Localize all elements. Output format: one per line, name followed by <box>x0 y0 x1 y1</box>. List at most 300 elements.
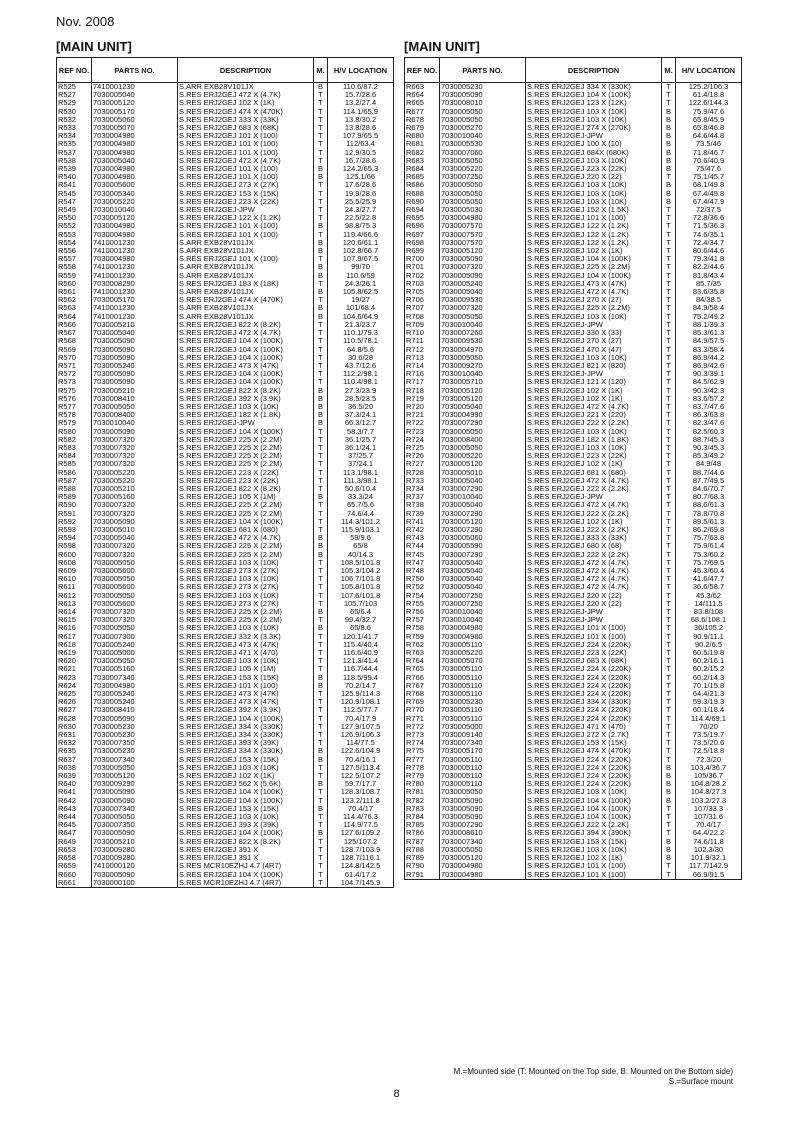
ref-no-cell: R708 <box>405 313 440 321</box>
hv-location-cell: 71.5/36.3 <box>676 222 742 230</box>
ref-no-cell: R563 <box>57 304 92 312</box>
part-description: ERJ2GEJ 225 X (2.2M) <box>551 263 630 272</box>
parts-no-cell: 7030005060 <box>440 534 526 542</box>
part-description: ERJ2GEJ 473 X (47K) <box>203 690 279 699</box>
parts-no-cell: 7030007320 <box>92 608 178 616</box>
hv-location-cell: 123.2/111.8 <box>328 797 394 805</box>
parts-no-cell: 7030005040 <box>440 559 526 567</box>
parts-no-cell: 7410000120 <box>92 862 178 870</box>
hv-location-cell: 16.7/28.6 <box>328 157 394 165</box>
table-row <box>57 313 394 321</box>
part-description: ERJ2GEJ 105 X (1M) <box>203 493 276 502</box>
part-description: ERJ2GEJ 102 X (1K) <box>203 772 275 781</box>
table-row <box>405 846 742 854</box>
hv-location-cell: 128.7/103.9 <box>328 846 394 854</box>
mounted-side-cell: B <box>314 288 328 296</box>
hv-location-cell: 60.2/15.2 <box>676 665 742 673</box>
mounted-side-cell: T <box>314 813 328 821</box>
table-row <box>405 657 742 665</box>
hv-location-cell: 82.5/60.3 <box>676 428 742 436</box>
description-cell <box>526 132 662 140</box>
parts-no-cell: 7030005040 <box>92 534 178 542</box>
parts-no-cell: 7030007290 <box>440 510 526 518</box>
header-ref-no: REF NO. <box>57 58 92 83</box>
description-cell <box>178 288 314 296</box>
mounted-side-cell: B <box>662 157 676 165</box>
description-cell <box>178 313 314 321</box>
table-row <box>405 460 742 468</box>
mounted-side-cell: T <box>662 698 676 706</box>
part-description: ERJ2GEJ 224 X (220K) <box>551 690 631 699</box>
hv-location-cell: 21.3/23.7 <box>328 321 394 329</box>
mounted-side-cell: T <box>662 460 676 468</box>
parts-no-cell: 7030005050 <box>440 428 526 436</box>
component-type: S.RES <box>179 690 202 699</box>
part-description: ERJ2GEJ 471 X (470) <box>203 649 278 658</box>
ref-no-cell: R610 <box>57 575 92 583</box>
parts-table <box>56 57 394 888</box>
ref-no-cell: R611 <box>57 583 92 591</box>
mounted-side-cell: T <box>662 739 676 747</box>
ref-no-cell: R705 <box>405 288 440 296</box>
component-type: S.RES <box>527 271 550 280</box>
component-type: S.RES <box>527 854 550 863</box>
hv-location-cell: 88.7/44.6 <box>676 469 742 477</box>
table-row <box>405 165 742 173</box>
part-description: ERJ2GEJ 222 X (2.2K) <box>551 419 629 428</box>
component-type: S.RES <box>179 722 202 731</box>
component-type: S.RES <box>179 763 202 772</box>
part-description: ERJ2GEJ 272 X (2.7K) <box>551 731 629 740</box>
description-cell <box>178 665 314 673</box>
hv-location-cell: 103.2/27.3 <box>676 797 742 805</box>
table-row <box>57 838 394 846</box>
component-type: S.RES <box>527 558 550 567</box>
hv-location-cell: 125/107.2 <box>328 838 394 846</box>
part-description: ERJ2GEJ 103 X (10K) <box>551 189 627 198</box>
part-description: ERJ2GEJ 270 X (27) <box>551 296 622 305</box>
component-type: S.RES <box>527 665 550 674</box>
part-description: ERJ2GEJ 222 X (2.2K) <box>551 484 629 493</box>
ref-no-cell: R784 <box>405 813 440 821</box>
description-cell <box>178 608 314 616</box>
table-row <box>405 477 742 485</box>
ref-no-cell: R616 <box>57 624 92 632</box>
mounted-side-cell: T <box>314 132 328 140</box>
part-description: ERJ2GEJ 102 X (1K) <box>203 99 275 108</box>
description-cell <box>526 108 662 116</box>
mounted-side-cell: T <box>662 641 676 649</box>
hv-location-cell: 98.8/75.3 <box>328 222 394 230</box>
parts-no-cell: 7030009530 <box>440 296 526 304</box>
ref-no-cell: R553 <box>57 231 92 239</box>
table-row <box>405 551 742 559</box>
parts-no-cell: 7030008400 <box>440 436 526 444</box>
description-cell <box>526 559 662 567</box>
ref-no-cell: R580 <box>57 428 92 436</box>
ref-no-cell: R767 <box>405 682 440 690</box>
part-description: EXB28V101JX <box>204 304 254 313</box>
part-description: ERJ2GEJ 224 X (220K) <box>551 772 631 781</box>
table-row <box>405 403 742 411</box>
table-row <box>405 723 742 731</box>
table-row <box>405 354 742 362</box>
part-description: ERJ2GEJ 474 X (470K) <box>203 296 283 305</box>
section-title: [MAIN UNIT] <box>56 39 132 54</box>
mounted-side-cell: T <box>662 337 676 345</box>
part-description: ERJ2GEJ 473 X (47K) <box>551 279 627 288</box>
hv-location-cell: 65.7/5.6 <box>328 501 394 509</box>
parts-no-cell: 7030005600 <box>92 567 178 575</box>
description-cell <box>526 239 662 247</box>
hv-location-cell: 113.1/98.1 <box>328 469 394 477</box>
parts-no-cell: 7030010040 <box>440 608 526 616</box>
description-cell <box>526 821 662 829</box>
description-cell <box>178 788 314 796</box>
part-description: ERJ2GEJ 223 X (22K) <box>203 468 279 477</box>
ref-no-cell: R594 <box>57 534 92 542</box>
part-description: ERJ2GEJ 101 X (100) <box>203 230 278 239</box>
description-cell <box>526 797 662 805</box>
description-cell <box>526 747 662 755</box>
part-description: ERJ2GEJ 104 X (100K) <box>551 813 631 822</box>
part-description: ERJ2GEJ 683 X (68K) <box>551 657 627 666</box>
table-row <box>57 239 394 247</box>
hv-location-cell: 25.5/25.9 <box>328 198 394 206</box>
hv-location-cell: 61.4/17.2 <box>328 871 394 879</box>
ref-no-cell: R567 <box>57 329 92 337</box>
mounted-side-cell: T <box>662 813 676 821</box>
ref-no-cell: R559 <box>57 272 92 280</box>
mounted-side-cell: T <box>662 600 676 608</box>
table-row <box>57 198 394 206</box>
ref-no-cell: R710 <box>405 329 440 337</box>
ref-no-cell: R785 <box>405 821 440 829</box>
description-cell <box>526 608 662 616</box>
description-cell <box>178 452 314 460</box>
section-title: [MAIN UNIT] <box>404 39 480 54</box>
parts-no-cell: 7030005090 <box>92 715 178 723</box>
hv-location-cell: 72.3/20 <box>676 756 742 764</box>
ref-no-cell: R589 <box>57 493 92 501</box>
mounted-side-cell: T <box>314 469 328 477</box>
mounted-side-cell: B <box>662 181 676 189</box>
parts-no-cell: 7030005230 <box>92 731 178 739</box>
table-row <box>57 403 394 411</box>
ref-no-cell: R624 <box>57 682 92 690</box>
hv-location-cell: 114.3/101.2 <box>328 518 394 526</box>
part-description: ERJ2GEJ 224 X (220K) <box>551 665 631 674</box>
part-description: ERJ2GEJ 104 X (100K) <box>551 91 631 100</box>
hv-location-cell: 90.9/11.1 <box>676 633 742 641</box>
description-cell <box>178 354 314 362</box>
mounted-side-cell: T <box>662 829 676 837</box>
hv-location-cell: 108.5/101.8 <box>328 559 394 567</box>
description-cell <box>178 657 314 665</box>
mounted-side-cell: B <box>662 838 676 846</box>
component-type: S.RES <box>179 361 202 370</box>
part-description: ERJ2GEJ 101 X (100) <box>203 681 278 690</box>
component-type: S.RES <box>179 673 202 682</box>
description-cell <box>526 567 662 575</box>
part-description: ERJ2GEJ 334 X (330K) <box>551 82 631 91</box>
part-description: ERJ2GEJ 153 X (15K) <box>551 837 627 846</box>
part-description: ERJ2GEJ 222 X (2.2K) <box>551 550 629 559</box>
part-description: ERJ2GEJ 153 X (15K) <box>203 189 279 198</box>
hv-location-cell: 114.4/69.1 <box>676 715 742 723</box>
part-description: ERJ2GEJ 273 X (27K) <box>203 566 279 575</box>
mounted-side-cell: T <box>662 395 676 403</box>
hv-location-cell: 45.3/60.4 <box>676 567 742 575</box>
mounted-side-cell: T <box>662 91 676 99</box>
part-description: ERJ2GEJ 223 X (22K) <box>203 197 279 206</box>
component-type: S.RES <box>527 165 550 174</box>
ref-no-cell: R707 <box>405 304 440 312</box>
part-description: ERJ2GEJ 474 X (470K) <box>551 747 631 756</box>
mounted-side-cell: T <box>314 871 328 879</box>
description-cell <box>178 83 314 92</box>
description-cell <box>526 575 662 583</box>
description-cell <box>526 510 662 518</box>
description-cell <box>178 731 314 739</box>
part-description: ERJ2GEJ 102 X (1K) <box>551 460 623 469</box>
component-type: S.RES <box>527 247 550 256</box>
parts-no-cell: 7030005270 <box>440 124 526 132</box>
parts-no-cell: 7030005000 <box>92 649 178 657</box>
description-cell <box>526 263 662 271</box>
ref-no-cell: R541 <box>57 181 92 189</box>
hv-location-cell: 64.4/22.2 <box>676 829 742 837</box>
component-type: S.RES <box>179 804 202 813</box>
description-cell <box>526 649 662 657</box>
mounted-side-cell: B <box>314 272 328 280</box>
ref-no-cell: R535 <box>57 140 92 148</box>
component-type: S.RES <box>179 476 202 485</box>
hv-location-cell: 86.3/63.8 <box>676 411 742 419</box>
ref-no-cell: R588 <box>57 485 92 493</box>
description-cell <box>178 674 314 682</box>
parts-no-cell: 7030005090 <box>92 428 178 436</box>
part-description: ERJ2GEJ 223 X (22K) <box>551 165 627 174</box>
ref-no-cell: R564 <box>57 313 92 321</box>
hv-location-cell: 83.6/35.8 <box>676 288 742 296</box>
component-type: S.RES <box>179 714 202 723</box>
component-type: S.RES <box>527 279 550 288</box>
component-type: S.RES <box>527 649 550 658</box>
component-type: S.RES <box>527 230 550 239</box>
description-cell <box>526 624 662 632</box>
header-description: DESCRIPTION <box>526 58 662 83</box>
part-description: ERJ2GEJ 334 X (330K) <box>203 722 283 731</box>
parts-no-cell: 7030005050 <box>440 157 526 165</box>
table-row <box>405 378 742 386</box>
parts-no-cell: 7030005050 <box>440 181 526 189</box>
ref-no-cell: R745 <box>405 551 440 559</box>
component-type: S.RES <box>179 394 202 403</box>
parts-no-cell: 7030005220 <box>92 198 178 206</box>
parts-no-cell: 7030007320 <box>92 510 178 518</box>
hv-location-cell: 17.6/28.6 <box>328 181 394 189</box>
description-cell <box>526 460 662 468</box>
mounted-side-cell: T <box>314 764 328 772</box>
part-description: ERJ2GEJ 104 X (100K) <box>203 337 283 346</box>
component-type: S.RES <box>527 493 550 502</box>
parts-no-cell: 7030007260 <box>440 329 526 337</box>
description-cell <box>526 346 662 354</box>
mounted-side-cell: T <box>662 821 676 829</box>
hv-location-cell: 125.9/114.3 <box>328 690 394 698</box>
component-type: S.RES <box>527 550 550 559</box>
part-description: ERJ2GEJ 104 X (100K) <box>203 796 283 805</box>
part-description: ERJ2GEJ 103 X (10K) <box>203 763 279 772</box>
table-row <box>405 83 742 92</box>
part-description: ERJ2GEJ 822 X (8.2K) <box>203 386 281 395</box>
description-cell <box>178 772 314 780</box>
part-description: ERJ2GEJ 183 X (18K) <box>203 279 279 288</box>
component-type: S.RES <box>527 329 550 338</box>
table-row <box>57 280 394 288</box>
description-cell <box>526 723 662 731</box>
description-cell <box>178 846 314 854</box>
mounted-side-cell: T <box>314 370 328 378</box>
part-description: ERJ2GEJ 103 X (10K) <box>203 813 279 822</box>
ref-no-cell: R701 <box>405 263 440 271</box>
hv-location-cell: 70.4/16.1 <box>328 756 394 764</box>
hv-location-cell: 75.9/47.6 <box>676 108 742 116</box>
description-cell <box>178 879 314 888</box>
parts-no-cell: 7030005220 <box>440 452 526 460</box>
table-row <box>405 764 742 772</box>
table-row <box>405 600 742 608</box>
description-cell <box>178 190 314 198</box>
ref-no-cell: R575 <box>57 387 92 395</box>
part-description: EXB28V101JX <box>204 82 254 91</box>
hv-location-cell: 125.2/106.3 <box>676 83 742 92</box>
description-cell <box>526 428 662 436</box>
hv-location-cell: 59.3/19.3 <box>676 698 742 706</box>
hv-location-cell: 72.4/34.7 <box>676 239 742 247</box>
parts-no-cell: 7030005090 <box>92 354 178 362</box>
component-type: S.RES <box>179 140 202 149</box>
hv-location-cell: 13.8/30.2 <box>328 116 394 124</box>
ref-no-cell: R690 <box>405 198 440 206</box>
hv-location-cell: 61.4/18.8 <box>676 91 742 99</box>
table-row <box>57 231 394 239</box>
component-type: S.RES <box>527 763 550 772</box>
hv-location-cell: 64.8/5.6 <box>328 346 394 354</box>
hv-location-cell: 114.9/77.5 <box>328 821 394 829</box>
hv-location-cell: 28.5/23.5 <box>328 395 394 403</box>
parts-no-cell: 7030007320 <box>92 460 178 468</box>
description-cell <box>526 91 662 99</box>
component-type: S.RES <box>179 189 202 198</box>
component-type: S.RES <box>179 591 202 600</box>
description-cell <box>526 395 662 403</box>
component-type: S.RES <box>179 402 202 411</box>
legend-surface-mount: S.=Surface mount <box>668 1077 733 1086</box>
description-cell <box>178 633 314 641</box>
mounted-side-cell: B <box>314 542 328 550</box>
ref-no-cell: R716 <box>405 370 440 378</box>
mounted-side-cell: T <box>314 362 328 370</box>
description-cell <box>178 821 314 829</box>
ref-no-cell: R529 <box>57 99 92 107</box>
table-row <box>57 444 394 452</box>
component-type: S.RES <box>527 813 550 822</box>
part-description: ERJ2GEJ 683 X (68K) <box>203 124 279 133</box>
parts-no-cell: 7030005240 <box>92 698 178 706</box>
hv-location-cell: 127.9/107.5 <box>328 723 394 731</box>
description-cell <box>178 797 314 805</box>
mounted-side-cell: T <box>314 181 328 189</box>
parts-no-cell: 7030005120 <box>92 772 178 780</box>
component-type: S.RES <box>527 320 550 329</box>
ref-no-cell: R770 <box>405 706 440 714</box>
table-row <box>57 124 394 132</box>
ref-no-cell: R681 <box>405 140 440 148</box>
hv-location-cell: 73.5/19.7 <box>676 731 742 739</box>
component-type: S.RES <box>179 632 202 641</box>
legend-mounted-side: M.=Mounted side (T: Mounted on the Top side, B: Mounted on the Bottom side) <box>453 1067 733 1076</box>
component-type: S.RES <box>179 649 202 658</box>
parts-no-cell: 7030010040 <box>440 493 526 501</box>
parts-no-cell: 7030007350 <box>92 739 178 747</box>
part-description: ERJ2GEJ-JPW <box>551 608 603 616</box>
description-cell <box>526 731 662 739</box>
part-description: ERJ2GEJ 103 X (10K) <box>203 402 279 411</box>
table-row <box>405 116 742 124</box>
table-row <box>405 411 742 419</box>
description-cell <box>178 813 314 821</box>
hv-location-cell: 80.7/68.3 <box>676 493 742 501</box>
table-row <box>405 370 742 378</box>
description-cell <box>526 116 662 124</box>
parts-list-right <box>404 40 741 880</box>
table-row <box>405 149 742 157</box>
mounted-side-cell: T <box>314 140 328 148</box>
description-cell <box>178 756 314 764</box>
mounted-side-cell: T <box>314 510 328 518</box>
description-cell <box>526 633 662 641</box>
mounted-side-cell: T <box>314 772 328 780</box>
description-cell <box>178 255 314 263</box>
part-description: ERJ2GEJ 104 X (100K) <box>551 255 631 264</box>
table-row <box>57 665 394 673</box>
parts-no-cell: 7030009280 <box>92 854 178 862</box>
table-row <box>57 354 394 362</box>
ref-no-cell: R747 <box>405 559 440 567</box>
table-row <box>405 780 742 788</box>
component-type: S.RES <box>179 222 202 231</box>
description-cell <box>526 862 662 870</box>
ref-no-cell: R706 <box>405 296 440 304</box>
mounted-side-cell: T <box>662 706 676 714</box>
component-type: S.RES <box>527 501 550 510</box>
description-cell <box>526 288 662 296</box>
component-type: S.RES <box>527 460 550 469</box>
description-cell <box>178 206 314 214</box>
hv-location-cell: 122.6/144.3 <box>676 99 742 107</box>
ref-no-cell: R571 <box>57 362 92 370</box>
hv-location-cell: 15.7/28.6 <box>328 91 394 99</box>
part-description: ERJ2GEJ 224 X (220K) <box>551 673 631 682</box>
component-type: S.ARR <box>179 82 202 91</box>
component-type: S.RES <box>527 124 550 133</box>
ref-no-cell: R728 <box>405 469 440 477</box>
parts-no-cell: 7030008410 <box>92 706 178 714</box>
table-row <box>57 255 394 263</box>
part-description: EXB28V101JX <box>204 238 254 247</box>
